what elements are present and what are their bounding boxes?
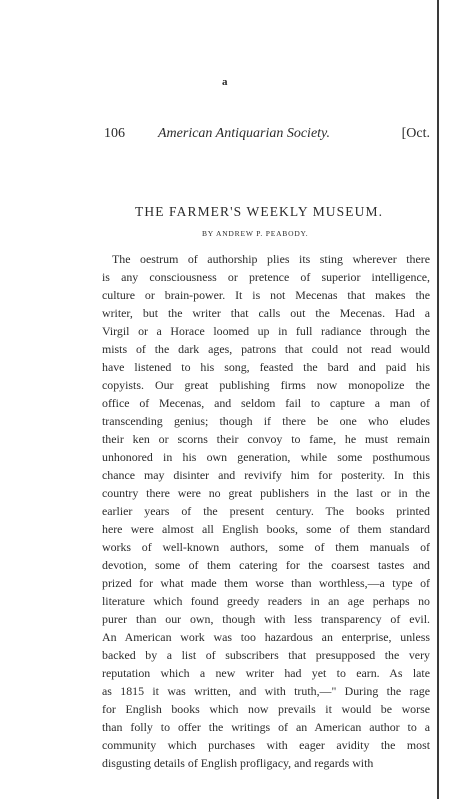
body-line: disgusting details of English profligacy, and regards with (102, 756, 374, 770)
body-line: The oestrum of authorship plies its sting wherever there (112, 252, 430, 266)
body-line: copyists. Our great publishing firms now monopolize the (102, 378, 430, 392)
body-line: An American work was too hazardous an enterprise, unless (102, 630, 430, 644)
journal-title: American Antiquarian Society. (158, 126, 330, 141)
article-byline: BY ANDREW P. PEABODY. (202, 229, 309, 238)
body-line: earlier years of the present century. The books printed (102, 504, 430, 518)
article-title: THE FARMER'S WEEKLY MUSEUM. (135, 204, 384, 219)
body-line: backed by a list of subscribers that presupposed the very (102, 648, 430, 662)
issue-month: [Oct. (401, 126, 430, 141)
body-line: reputation which a new writer had yet to earn. As late (102, 666, 430, 680)
body-line: writer, but the writer that calls out the Mecenas. Had a (102, 306, 430, 320)
body-line: culture or brain-power. It is not Mecenas that makes the (102, 288, 430, 302)
signature-mark: a (222, 76, 228, 88)
body-line: mists of the dark ages, patrons that could not read would (102, 342, 430, 356)
body-line: Virgil or a Horace loomed up in full radiance through the (102, 324, 430, 338)
body-line: country there were no great publishers in the last or in the (102, 486, 430, 500)
body-line: unhonored in his own generation, while some posthumous (102, 450, 430, 464)
body-line: purer than our own, though with less transparency of evil. (102, 612, 430, 626)
body-line: office of Mecenas, and seldom fail to capture a man of (102, 396, 430, 410)
article-body (102, 250, 430, 772)
body-line: here were almost all English books, some of them standard (102, 522, 430, 536)
body-line: for English books which now prevails it would be worse (102, 702, 430, 716)
body-line: is any consciousness or pretence of superior intelligence, (102, 270, 430, 284)
page-number: 106 (104, 126, 125, 141)
body-line: prized for what made them worse than worthless,—a type of (102, 576, 430, 590)
body-line: works of well-known authors, some of them manuals of (102, 540, 430, 554)
page-edge-rule (437, 0, 439, 799)
body-line: their ken or scorns their convoy to fame, he must remain (102, 432, 430, 446)
body-line: than folly to offer the writings of an American author to a (102, 720, 430, 734)
body-line: literature which found greedy readers in an age perhaps no (102, 594, 430, 608)
running-head (104, 126, 430, 146)
body-line: devotion, some of them catering for the coarsest tastes and (102, 558, 430, 572)
body-line: chance may disinter and revivify him for posterity. In this (102, 468, 430, 482)
body-line: have listened to his song, feasted the bard and paid his (102, 360, 430, 374)
body-line: transcending genius; though if there be one who eludes (102, 414, 430, 428)
body-line: community which purchases with eager avidity the most (102, 738, 430, 752)
body-line: as 1815 it was written, and with truth,—" During the rage (102, 684, 430, 698)
